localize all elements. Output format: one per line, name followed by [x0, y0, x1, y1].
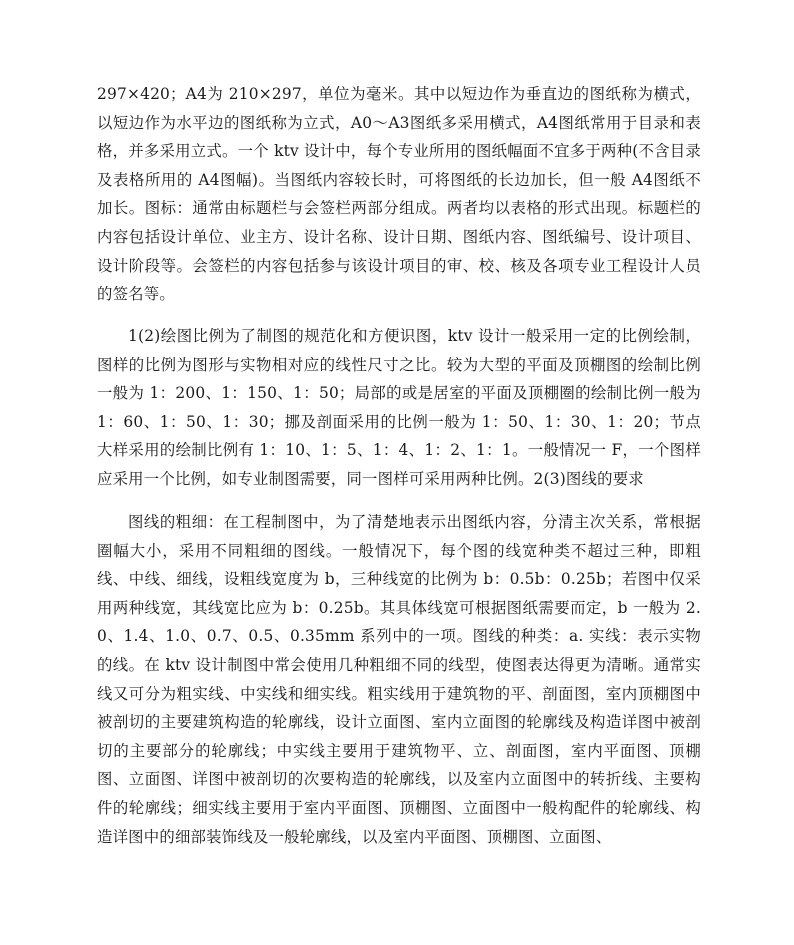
paragraph-paper-sizes: 297×420；A4为 210×297，单位为毫米。其中以短边作为垂直边的图纸称为横式，以短边作为水平边的图纸称为立式，A0～A3图纸多采用横式，A4图纸常用于目录和表格，并多采用立式。一个 ktv 设计中，每个专业所用的图纸幅面不宜多于两种(不含目录及表格所用的 A4图幅)。当图纸内容较长时，可将图纸的长边加长，但一般 A4图纸不加长。图标：通常由标题栏与会签栏两部分组成。两者均以表格的形式出现。标题栏的内容包括设计单位、业主方、设计名称、设计日期、图纸内容、图纸编号、设计项目、设计阶段等。会签栏的内容包括参与该设计项目的审、校、核及各项专业工程设计人员的签名等。	[97, 85, 701, 304]
paragraph-line-weights: 图线的粗细：在工程制图中，为了清楚地表示出图纸内容，分清主次关系，常根据圈幅大小，采用不同粗细的图线。一般情况下，每个图的线宽种类不超过三种，即粗线、中线、细线，设粗线宽度为 b，三种线宽的比例为 b：0.5b：0.25b；若图中仅采用两种线宽，其线宽比应为 b：0.25b。其具体线宽可根据图纸需要而定，b 一般为 2.0、1.4、1.0、0.7、0.5、0.35mm 系列中的一项。图线的种类：a. 实线：表示实物的线。在 ktv 设计制图中常会使用几种粗细不同的线型，使图表达得更为清晰。通常实线又可分为粗实线、中实线和细实线。粗实线用于建筑物的平、剖面图，室内顶棚图中被剖切的主要建筑构造的轮廓线，设计立面图、室内立面图的轮廓线及构造详图中被剖切的主要部分的轮廓线；中实线主要用于建筑物平、立、剖面图，室内平面图、顶棚图、立面图、详图中被剖切的次要构造的轮廓线，以及室内立面图中的转折线、主要构件的轮廓线；细实线主要用于室内平面图、顶棚图、立面图中一般构配件的轮廓线、构造详图中的细部装饰线及一般轮廓线，以及室内平面图、顶棚图、立面图、	[97, 513, 701, 846]
paragraph-drawing-scale: 1(2)绘图比例为了制图的规范化和方便识图，ktv 设计一般采用一定的比例绘制，图样的比例为图形与实物相对应的线性尺寸之比。较为大型的平面及顶棚图的绘制比例一般为 1：200、1：150、1：50；局部的或是居室的平面及顶棚圈的绘制比例一般为 1：60、1：50、1：30；挪及剖面采用的比例一般为 1：50、1：30、1：20；节点大样采用的绘制比例有 1：10、1：5、1：4、1：2、1：1。一般情况一 F，一个图样应采用一个比例，如专业制图需要，同一图样可采用两种比例。2(3)图线的要求	[97, 327, 701, 488]
